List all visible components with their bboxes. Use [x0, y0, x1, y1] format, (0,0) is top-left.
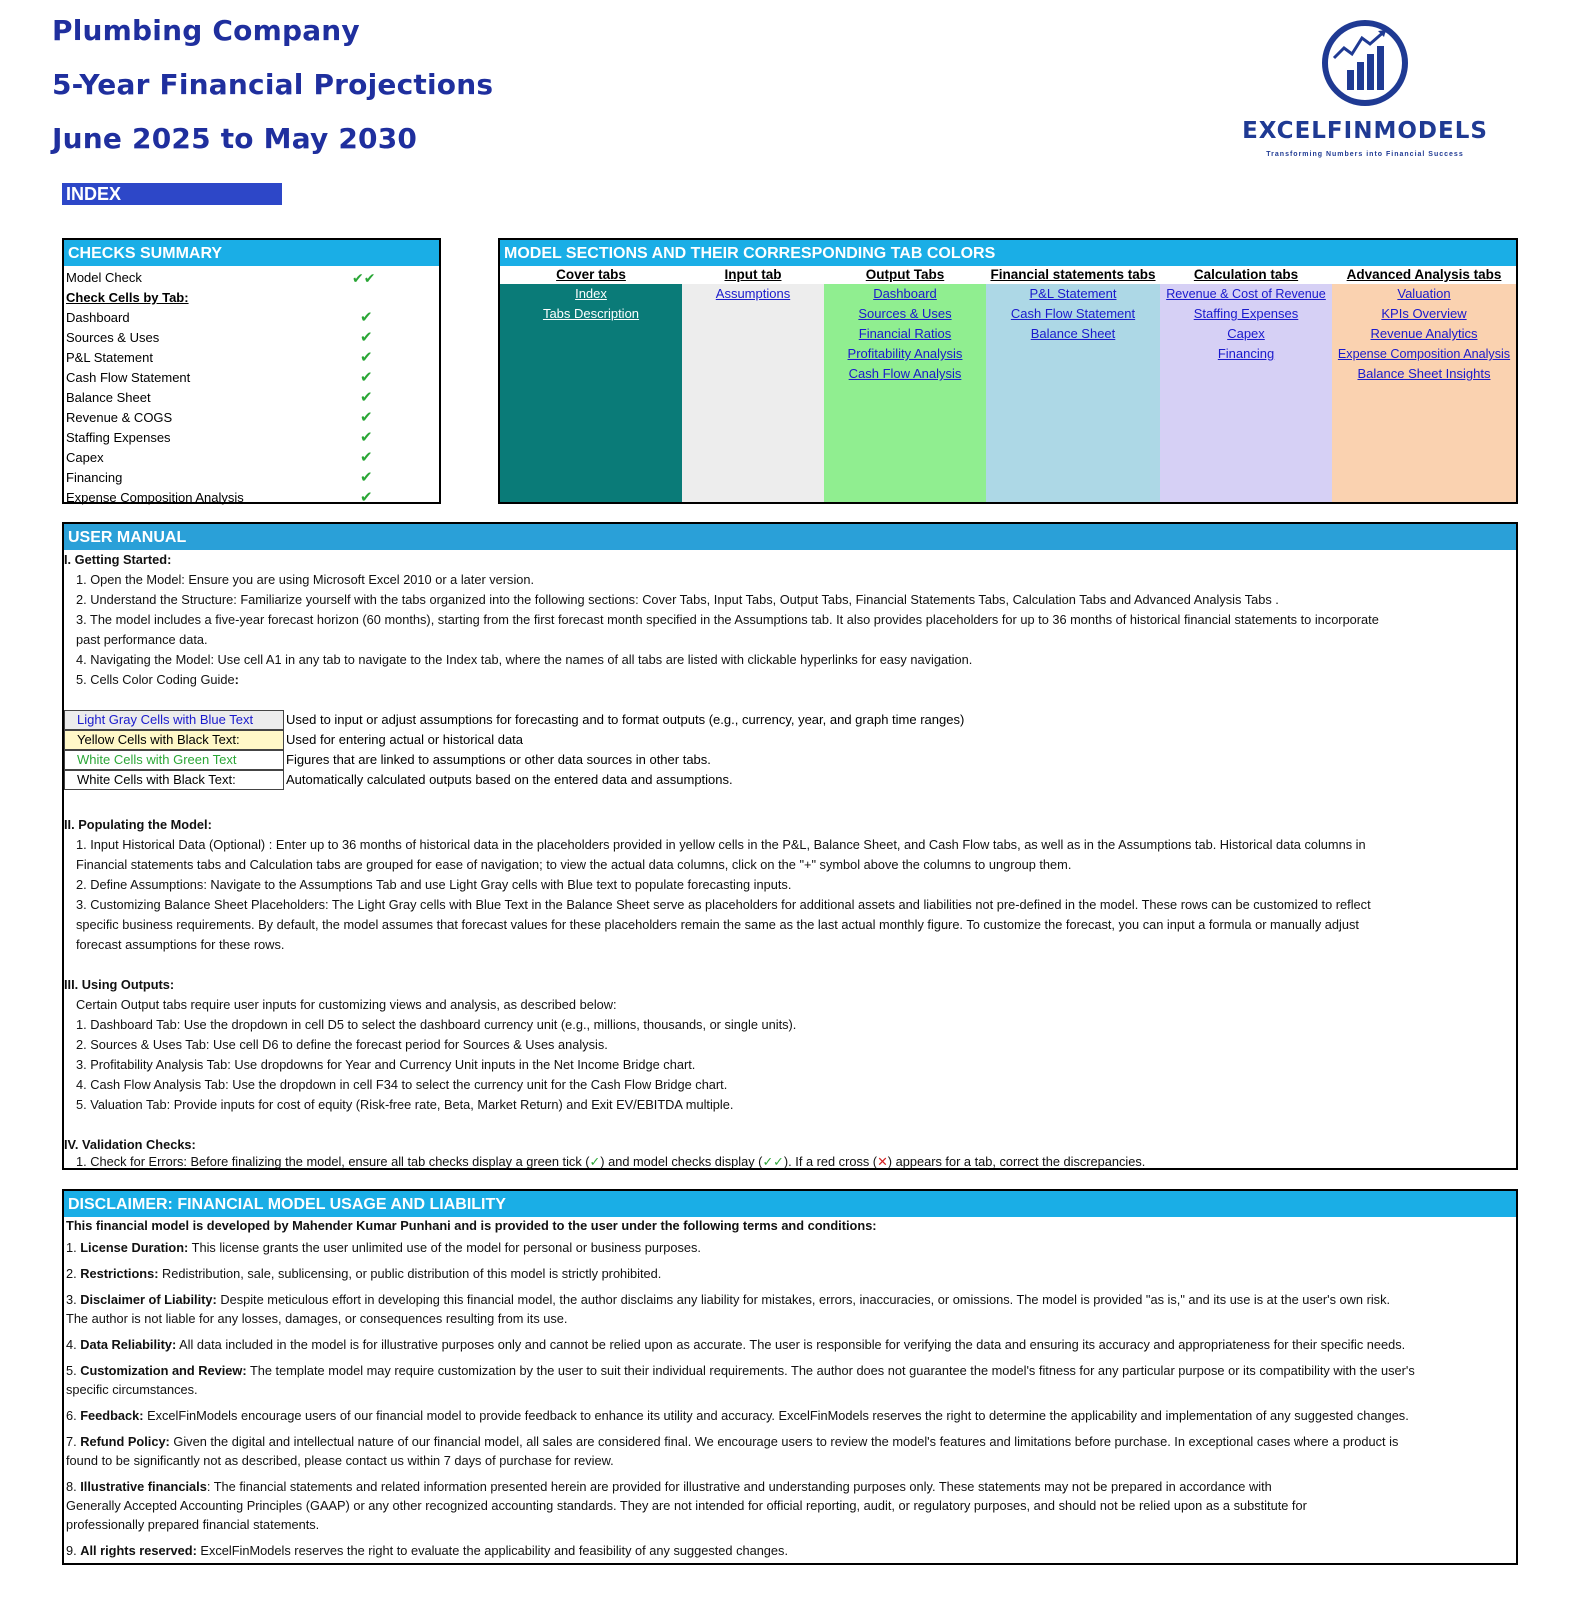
- check-row-label: P&L Statement: [66, 350, 153, 365]
- check-row: [66, 448, 439, 468]
- check-icon: ✔: [360, 309, 373, 326]
- disclaimer-number: 8.: [66, 1479, 81, 1494]
- section-column: [1332, 284, 1516, 502]
- tab-link[interactable]: Cash Flow Statement: [1010, 306, 1136, 321]
- section-column-header: Input tab: [682, 266, 824, 284]
- color-legend-description: Automatically calculated outputs based on the entered data and assumptions.: [286, 772, 733, 787]
- section-column-header: Calculation tabs: [1160, 266, 1332, 284]
- disclaimer-line: [66, 1496, 1307, 1515]
- index-label: INDEX: [62, 183, 282, 205]
- logo-brand: EXCELFINMODELS: [1242, 118, 1488, 144]
- tab-link[interactable]: Capex: [1227, 326, 1265, 341]
- check-row: [66, 468, 439, 488]
- tab-link[interactable]: Index: [575, 286, 607, 301]
- manual-line: 3. Customizing Balance Sheet Placeholders: The Light Gray cells with Blue Text in the Balance Sheet serve as placeholders for additional assets and liabilities not pre-defined in the model. These rows can be customized to reflect: [76, 897, 1371, 912]
- check-row-label: Revenue & COGS: [66, 410, 173, 425]
- section-column: [1160, 284, 1332, 502]
- manual-line: 1. Dashboard Tab: Use the dropdown in cell D5 to select the dashboard currency unit (e.g., millions, thousands, or single units).: [76, 1017, 797, 1032]
- manual-text: ) appears for a tab, correct the discrepancies.: [887, 1154, 1146, 1169]
- disclaimer-number: 4.: [66, 1337, 81, 1352]
- section-heading: I. Getting Started:: [64, 552, 172, 567]
- section-heading: III. Using Outputs:: [64, 977, 175, 992]
- tab-link[interactable]: Sources & Uses: [858, 306, 952, 321]
- check-icon: ✔: [360, 469, 373, 486]
- manual-line: 4. Navigating the Model: Use cell A1 in any tab to navigate to the Index tab, where the names of all tabs are listed with clickable hyperlinks for easy navigation.: [76, 652, 973, 667]
- disclaimer-heading: Refund Policy:: [80, 1434, 170, 1449]
- manual-line: 1. Input Historical Data (Optional) : Enter up to 36 months of historical data in the placeholders provided in yellow cells in the P&L, Balance Sheet, and Cash Flow tabs, as well as in the Assumptions tab. Historical data columns in: [76, 837, 1366, 852]
- manual-text: ). If a red cross (: [783, 1154, 878, 1169]
- manual-line: 1. Open the Model: Ensure you are using Microsoft Excel 2010 or a later version.: [76, 572, 535, 587]
- manual-line: 2. Define Assumptions: Navigate to the Assumptions Tab and use Light Gray cells with Blue text to populate forecasting inputs.: [76, 877, 792, 892]
- section-column-header: Output Tabs: [824, 266, 986, 284]
- color-legend-description: Used for entering actual or historical data: [286, 732, 524, 747]
- check-by-tab-label: Check Cells by Tab:: [66, 290, 189, 305]
- disclaimer-line: [66, 1380, 198, 1399]
- disclaimer-heading: Restrictions:: [80, 1266, 159, 1281]
- disclaimer-line: [66, 1238, 701, 1257]
- disclaimer-text: Despite meticulous effort in developing this financial model, the author disclaims any liability for mistakes, errors, inaccuracies, or omissions. The model is provided "as is," and its use is at the user's own risk.: [216, 1292, 1391, 1307]
- manual-line: [76, 670, 239, 690]
- disclaimer-text: found to be significantly not as described, please contact us within 7 days of purchase for review.: [66, 1453, 614, 1468]
- disclaimer-line: [66, 1451, 614, 1470]
- tab-link[interactable]: Expense Composition Analysis: [1337, 347, 1511, 361]
- double-check-icon: ✔✔: [352, 270, 376, 286]
- tab-link[interactable]: Revenue Analytics: [1370, 326, 1478, 341]
- tab-link[interactable]: Assumptions: [715, 286, 791, 301]
- manual-line: forecast assumptions for these rows.: [76, 937, 285, 952]
- manual-line: Certain Output tabs require user inputs for customizing views and analysis, as described below:: [76, 997, 617, 1012]
- user-manual-title: USER MANUAL: [64, 524, 1516, 550]
- check-icon: ✔: [360, 429, 373, 446]
- tab-link[interactable]: Balance Sheet Insights: [1357, 366, 1491, 381]
- section-column-header: Advanced Analysis tabs: [1332, 266, 1516, 284]
- model-check-label: Model Check: [66, 270, 142, 285]
- report-period: June 2025 to May 2030: [52, 122, 418, 155]
- disclaimer-text: The author is not liable for any losses, damages, or consequences resulting from its use.: [66, 1311, 568, 1326]
- manual-text: ) and model checks display (: [600, 1154, 763, 1169]
- disclaimer-line: [66, 1541, 788, 1560]
- disclaimer-line: [66, 1335, 1405, 1354]
- disclaimer-text: Redistribution, sale, sublicensing, or public distribution of this model is strictly prohibited.: [158, 1266, 662, 1281]
- check-row-label: Cash Flow Statement: [66, 370, 191, 385]
- checks-summary-panel: [62, 238, 441, 504]
- manual-line: 5. Valuation Tab: Provide inputs for cost of equity (Risk-free rate, Beta, Market Return) and Exit EV/EBITDA multiple.: [76, 1097, 734, 1112]
- double-tick-icon: ✓✓: [762, 1154, 784, 1169]
- disclaimer-heading: Illustrative financials: [80, 1479, 207, 1494]
- company-title: Plumbing Company: [52, 14, 360, 47]
- tab-link[interactable]: P&L Statement: [1029, 286, 1117, 301]
- disclaimer-text: This license grants the user unlimited use of the model for personal or business purposes.: [188, 1240, 701, 1255]
- report-subtitle: 5-Year Financial Projections: [52, 68, 494, 101]
- disclaimer-line: [66, 1515, 319, 1534]
- disclaimer-text: professionally prepared financial statements.: [66, 1517, 320, 1532]
- disclaimer-text: Generally Accepted Accounting Principles (GAAP) or any other recognized accounting standards. They are not intended for official reporting, audit, or regulatory purposes, and should not be relied upon as a substitute for: [66, 1498, 1307, 1513]
- section-column: [824, 284, 986, 502]
- manual-line: 2. Understand the Structure: Familiarize yourself with the tabs organized into the following sections: Cover Tabs, Input Tabs, Output Tabs, Financial Statements Tabs, Calculation Tabs and Advanced Analysis Tabs .: [76, 592, 1279, 607]
- check-icon: ✔: [360, 349, 373, 366]
- disclaimer-number: 2.: [66, 1266, 81, 1281]
- check-icon: ✔: [360, 369, 373, 386]
- manual-line: Financial statements tabs and Calculation tabs are grouped for ease of navigation; to view the actual data columns, click on the "+" symbol above the columns to ungroup them.: [76, 857, 1072, 872]
- disclaimer-number: 3.: [66, 1292, 81, 1307]
- section-column: [500, 284, 682, 502]
- tab-link[interactable]: Valuation: [1397, 286, 1451, 301]
- color-legend-swatch: Yellow Cells with Black Text:: [64, 730, 284, 750]
- check-row-label: Dashboard: [66, 310, 130, 325]
- check-row: [66, 348, 439, 368]
- disclaimer-number: 1.: [66, 1240, 81, 1255]
- disclaimer-number: 7.: [66, 1434, 81, 1449]
- disclaimer-line: [66, 1361, 1415, 1380]
- tab-link[interactable]: Financing: [1217, 346, 1275, 361]
- tab-link[interactable]: Tabs Description: [542, 306, 640, 321]
- section-heading: IV. Validation Checks:: [64, 1137, 196, 1152]
- color-legend-swatch: Light Gray Cells with Blue Text: [64, 710, 284, 730]
- disclaimer-title: DISCLAIMER: FINANCIAL MODEL USAGE AND LIABILITY: [64, 1191, 1516, 1217]
- validation-line: [76, 1152, 1145, 1172]
- logo: [1240, 18, 1490, 168]
- disclaimer-line: [66, 1477, 1272, 1496]
- disclaimer-line: [66, 1264, 661, 1283]
- disclaimer-heading: Disclaimer of Liability:: [80, 1292, 217, 1307]
- check-row: [66, 328, 439, 348]
- green-tick-icon: ✓: [589, 1154, 601, 1169]
- disclaimer-number: 6.: [66, 1408, 81, 1423]
- section-column: [682, 284, 824, 502]
- check-row-label: Balance Sheet: [66, 390, 151, 405]
- manual-text: 1. Check for Errors: Before finalizing the model, ensure all tab checks display a green tick (: [76, 1154, 590, 1169]
- logo-chart-icon: [1320, 18, 1410, 108]
- check-row: [66, 408, 439, 428]
- disclaimer-line: [66, 1406, 1409, 1425]
- disclaimer-line: [66, 1290, 1390, 1309]
- disclaimer-intro: This financial model is developed by Mahender Kumar Punhani and is provided to the user under the following terms and conditions:: [66, 1218, 877, 1233]
- model-check-row: [66, 268, 439, 288]
- check-row-label: Capex: [66, 450, 104, 465]
- check-icon: ✔: [360, 389, 373, 406]
- disclaimer-text: All data included in the model is for illustrative purposes only and cannot be relied upon as accurate. The user is responsible for verifying the data and ensuring its accuracy and appropriateness for their specific needs.: [176, 1337, 1406, 1352]
- section-column-header: Cover tabs: [500, 266, 682, 284]
- check-icon: ✔: [360, 489, 373, 506]
- manual-text: 5. Cells Color Coding Guide: [76, 672, 235, 687]
- section-column-header: Financial statements tabs: [986, 266, 1160, 284]
- disclaimer-heading: All rights reserved:: [80, 1543, 197, 1558]
- manual-line: 3. The model includes a five-year forecast horizon (60 months), starting from the first forecast month specified in the Assumptions tab. It also provides placeholders for up to 36 months of historical financial statements to incorporate: [76, 612, 1379, 627]
- red-cross-icon: ✕: [877, 1154, 888, 1169]
- disclaimer-text: : The financial statements and related information presented herein are provided for illustrative and understanding purposes only. These statements may not be prepared in accordance with: [206, 1479, 1272, 1494]
- tab-link[interactable]: Balance Sheet: [1030, 326, 1116, 341]
- manual-line: 3. Profitability Analysis Tab: Use dropdowns for Year and Currency Unit inputs in the Net Income Bridge chart.: [76, 1057, 696, 1072]
- check-row: [66, 368, 439, 388]
- manual-line: specific business requirements. By default, the model assumes that forecast values for these placeholders remain the same as the last actual monthly figure. To customize the forecast, you can input a formula or manually adjust: [76, 917, 1359, 932]
- color-legend-swatch: White Cells with Green Text: [64, 750, 284, 770]
- check-row-label: Sources & Uses: [66, 330, 160, 345]
- disclaimer-text: The template model may require customization by the user to suit their individual requirements. The author does not guarantee the model's fitness for any particular purpose or its compatibility with the user's: [246, 1363, 1415, 1378]
- tab-link[interactable]: Financial Ratios: [858, 326, 952, 341]
- check-row: [66, 308, 439, 328]
- color-legend-description: Figures that are linked to assumptions or other data sources in other tabs.: [286, 752, 711, 767]
- check-icon: ✔: [360, 449, 373, 466]
- color-legend-swatch: White Cells with Black Text:: [64, 770, 284, 790]
- check-row-label: Expense Composition Analysis: [66, 490, 244, 505]
- disclaimer-line: [66, 1309, 567, 1328]
- disclaimer-text: ExcelFinModels reserves the right to evaluate the applicability and feasibility of any suggested changes.: [196, 1543, 789, 1558]
- manual-line: 2. Sources & Uses Tab: Use cell D6 to define the forecast period for Sources & Uses analysis.: [76, 1037, 608, 1052]
- checks-summary-title: CHECKS SUMMARY: [64, 240, 439, 266]
- logo-tagline: Transforming Numbers into Financial Success: [1266, 151, 1464, 158]
- check-row: [66, 428, 439, 448]
- check-row: [66, 388, 439, 408]
- disclaimer-heading: Feedback:: [80, 1408, 144, 1423]
- disclaimer-number: 9.: [66, 1543, 81, 1558]
- section-column: [986, 284, 1160, 502]
- tab-link[interactable]: Staffing Expenses: [1193, 306, 1299, 321]
- tab-link[interactable]: KPIs Overview: [1381, 306, 1467, 321]
- disclaimer-heading: License Duration:: [80, 1240, 189, 1255]
- check-row-label: Financing: [66, 470, 123, 485]
- check-row-label: Staffing Expenses: [66, 430, 171, 445]
- disclaimer-text: specific circumstances.: [66, 1382, 198, 1397]
- tab-link[interactable]: Profitability Analysis: [847, 346, 963, 361]
- disclaimer-text: ExcelFinModels encourage users of our financial model to provide feedback to enhance its utility and accuracy. ExcelFinModels reserves the right to determine the applicability and implementation of any suggested changes.: [143, 1408, 1409, 1423]
- check-by-tab-heading: [66, 288, 439, 308]
- tab-link[interactable]: Dashboard: [873, 286, 937, 301]
- disclaimer-heading: Data Reliability:: [80, 1337, 177, 1352]
- manual-line: 4. Cash Flow Analysis Tab: Use the dropdown in cell F34 to select the currency unit for the Cash Flow Bridge chart.: [76, 1077, 728, 1092]
- check-icon: ✔: [360, 409, 373, 426]
- disclaimer-heading: Customization and Review:: [80, 1363, 247, 1378]
- disclaimer-number: 5.: [66, 1363, 81, 1378]
- tab-link[interactable]: Cash Flow Analysis: [848, 366, 962, 381]
- disclaimer-line: [66, 1432, 1398, 1451]
- tab-link[interactable]: Revenue & Cost of Revenue: [1166, 287, 1326, 301]
- model-sections-title: MODEL SECTIONS AND THEIR CORRESPONDING TAB COLORS: [500, 240, 1516, 266]
- check-icon: ✔: [360, 329, 373, 346]
- manual-line: past performance data.: [76, 632, 208, 647]
- disclaimer-text: Given the digital and intellectual nature of our financial model, all sales are considered final. We encourage users to review the model's features and limitations before purchase. In exceptional cases where a product is: [169, 1434, 1399, 1449]
- check-row: [66, 488, 439, 508]
- section-heading: II. Populating the Model:: [64, 817, 212, 832]
- manual-colon: :: [234, 672, 239, 687]
- color-legend-description: Used to input or adjust assumptions for forecasting and to format outputs (e.g., currency, year, and graph time ranges): [286, 712, 965, 727]
